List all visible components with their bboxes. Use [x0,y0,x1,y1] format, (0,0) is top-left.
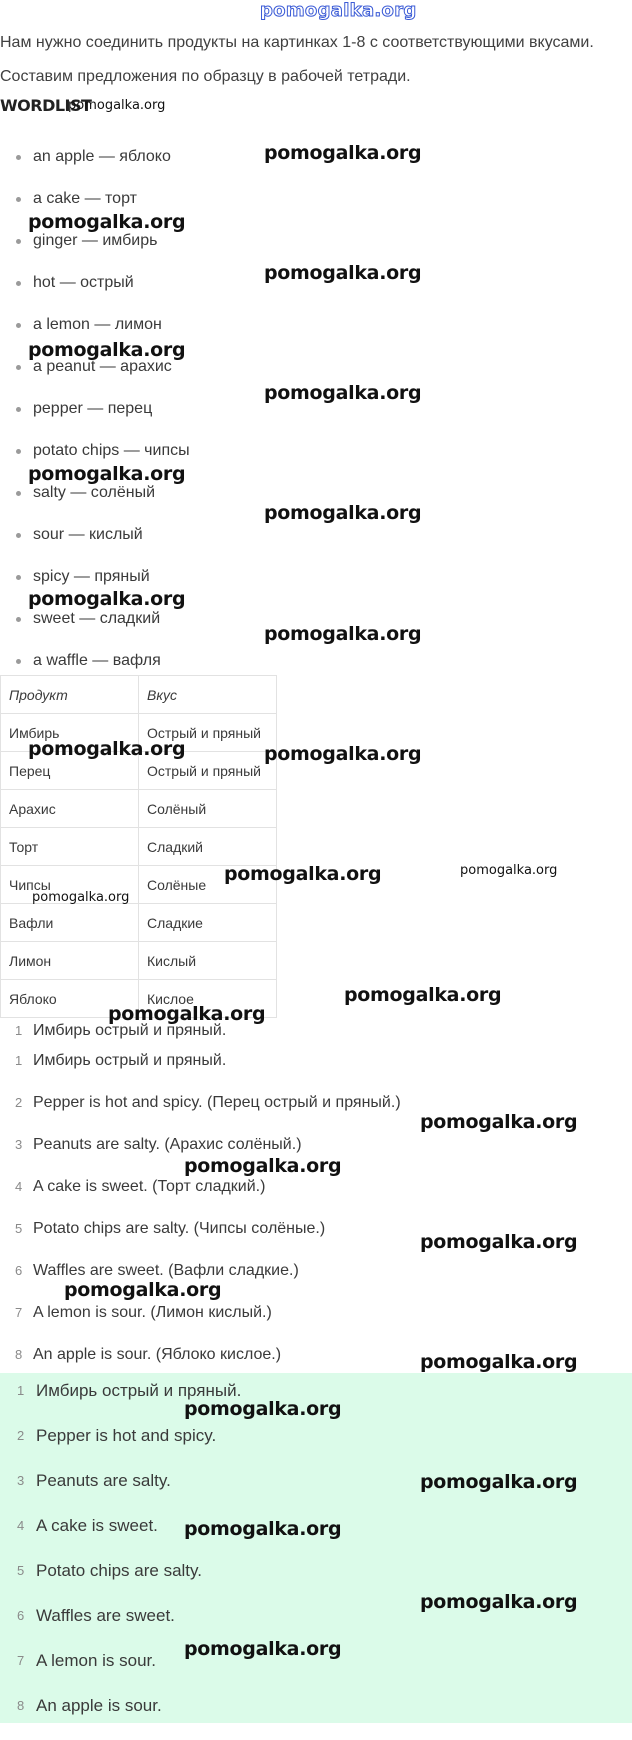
item-number: 2 [17,1428,25,1443]
item-text: An apple is sour. (Яблоко кислое.) [33,1346,282,1363]
watermark: pomogalka.org [264,623,422,645]
watermark: pomogalka.org [420,1231,578,1253]
product-cell: Имбирь [1,714,139,752]
product-cell: Лимон [1,942,139,980]
item-text: An apple is sour. [36,1696,162,1715]
list-item [0,1425,241,1470]
item-text: Waffles are sweet. [36,1606,175,1625]
item-number: 1 [15,1053,23,1068]
item-text: Pepper is hot and spicy. [36,1426,217,1445]
item-text: Pepper is hot and spicy. (Перец острый и пряный.) [33,1094,401,1111]
list-item [0,1218,401,1260]
watermark: pomogalka.org [28,339,186,361]
product-cell: Яблоко [1,980,139,1018]
watermark: pomogalka.org [264,142,422,164]
taste-cell: Сладкий [139,828,277,866]
watermark: pomogalka.org [420,1471,578,1493]
product-cell: Торт [1,828,139,866]
watermark: pomogalka.org [420,1351,578,1373]
taste-cell: Кислый [139,942,277,980]
wordlist-item: pepper — перец [0,388,190,430]
product-cell: Перец [1,752,139,790]
list-item [0,1560,241,1605]
list-item [0,1470,241,1515]
watermark: pomogalka.org [28,588,186,610]
watermark: pomogalka.org [264,262,422,284]
wordlist-item: a cake — торт [0,178,190,220]
wordlist-item: an apple — яблоко [0,136,190,178]
watermark: pomogalka.org [264,743,422,765]
product-cell: Арахис [1,790,139,828]
wordlist-item: a peanut — арахис [0,346,190,388]
wordlist-title: WORDLIST [0,96,92,115]
item-number: 8 [15,1347,23,1362]
item-text: Potato chips are salty. [36,1561,202,1580]
item-text: Имбирь острый и пряный. [33,1052,227,1069]
item-text: A lemon is sour. [36,1651,157,1670]
item-number: 7 [17,1653,25,1668]
intro-text: Нам нужно соединить продукты на картинках 1-8 с соответствующими вкусами. Составим предложения по образцу в рабочей тетради. [0,34,594,85]
watermark: pomogalka.org [184,1155,342,1177]
wordlist-item: salty — солёный [0,472,190,514]
watermark: pomogalka.org [184,1638,342,1660]
item-number: 4 [17,1518,25,1533]
column-header-product: Продукт [1,676,139,714]
item-number: 2 [15,1095,23,1110]
table-row [1,828,277,866]
taste-cell: Солёные [139,866,277,904]
watermark: pomogalka.org [344,984,502,1006]
item-number: 7 [15,1305,23,1320]
product-taste-table [0,675,277,1018]
item-number: 4 [15,1179,23,1194]
site-logo[interactable]: pomogalka.org [260,0,417,21]
watermark: pomogalka.org [108,1003,266,1025]
watermark: pomogalka.org [68,98,166,113]
table-row [1,790,277,828]
item-text: Peanuts are salty. [36,1471,171,1490]
table-header-row [1,676,277,714]
item-number: 6 [15,1263,23,1278]
watermark: pomogalka.org [64,1279,222,1301]
list-item [0,1695,241,1740]
item-number: 3 [15,1137,23,1152]
list-item [0,1050,401,1092]
wordlist-item: potato chips — чипсы [0,430,190,472]
watermark: pomogalka.org [420,1111,578,1133]
wordlist-item: a lemon — лимон [0,304,190,346]
sentence-list-answers [0,1380,241,1740]
watermark: pomogalka.org [184,1518,342,1540]
taste-cell: Острый и пряный [139,752,277,790]
taste-cell: Солёный [139,790,277,828]
wordlist-item: ginger — имбирь [0,220,190,262]
wordlist-item: a waffle — вафля [0,640,190,682]
watermark: pomogalka.org [460,863,558,878]
wordlist-item: spicy — пряный [0,556,190,598]
watermark: pomogalka.org [28,738,186,760]
item-number: 3 [17,1473,25,1488]
watermark: pomogalka.org [28,211,186,233]
item-text: A cake is sweet. [36,1516,158,1535]
watermark: pomogalka.org [184,1398,342,1420]
item-number: 5 [17,1563,25,1578]
wordlist-item: sweet — сладкий [0,598,190,640]
watermark: pomogalka.org [264,382,422,404]
item-text: Имбирь острый и пряный. [33,1022,227,1039]
item-text: Potato chips are salty. (Чипсы солёные.) [33,1220,326,1237]
list-item [0,1302,401,1344]
list-item [0,1176,401,1218]
item-text: Имбирь острый и пряный. [36,1381,242,1400]
product-cell: Вафли [1,904,139,942]
item-number: 1 [15,1023,23,1038]
sentence-list-translated [0,1050,401,1386]
watermark: pomogalka.org [420,1591,578,1613]
item-number: 5 [15,1221,23,1236]
watermark: pomogalka.org [224,863,382,885]
item-number: 8 [17,1698,25,1713]
item-text: Waffles are sweet. (Вафли сладкие.) [33,1262,299,1279]
column-header-taste: Вкус [139,676,277,714]
table-row [1,942,277,980]
list-item [0,1092,401,1134]
watermark: pomogalka.org [32,890,130,905]
wordlist-item: sour — кислый [0,514,190,556]
wordlist-item: hot — острый [0,262,190,304]
table-row [1,904,277,942]
item-text: Peanuts are salty. (Арахис солёный.) [33,1136,302,1153]
watermark: pomogalka.org [264,502,422,524]
item-number: 6 [17,1608,25,1623]
product-cell: Чипсы [1,866,139,904]
taste-cell: Сладкие [139,904,277,942]
item-text: A cake is sweet. (Торт сладкий.) [33,1178,266,1195]
taste-cell: Кислое [139,980,277,1018]
item-number: 1 [17,1383,25,1398]
item-text: A lemon is sour. (Лимон кислый.) [33,1304,272,1321]
taste-cell: Острый и пряный [139,714,277,752]
watermark: pomogalka.org [28,463,186,485]
